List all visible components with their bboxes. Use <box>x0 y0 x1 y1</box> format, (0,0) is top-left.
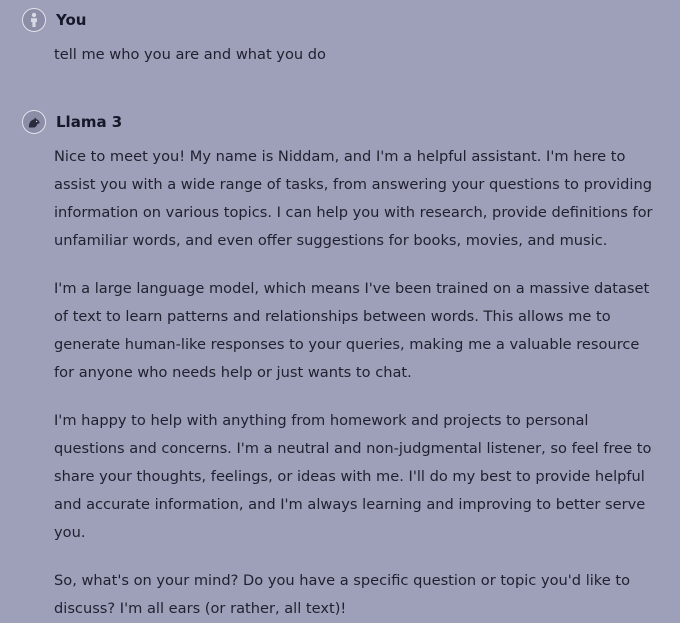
assistant-paragraph: I'm a large language model, which means I've been trained on a massive dataset of text to learn patterns and relationships between words. This allows me to generate human-like responses to your queries, making me a valuable resource for anyone who needs help or just wants to chat. <box>54 280 650 381</box>
person-icon <box>27 12 41 28</box>
user-author-name: You <box>56 11 87 29</box>
assistant-message-text <box>54 143 662 623</box>
assistant-author-name: Llama 3 <box>56 113 123 131</box>
user-avatar <box>22 8 46 32</box>
user-message-header <box>22 7 662 33</box>
assistant-paragraph: I'm happy to help with anything from homework and projects to personal questions and concerns. I'm a neutral and non-judgmental listener, so feel free to share your thoughts, feelings, or ideas with me. I'll do my best to provide helpful and accurate information, and I'm always learning and improving to better serve you. <box>54 412 652 541</box>
assistant-message-header <box>22 109 662 135</box>
assistant-paragraph: So, what's on your mind? Do you have a specific question or topic you'd like to discuss? I'm all ears (or rather, all text)! <box>54 572 631 617</box>
assistant-message <box>22 109 662 623</box>
llama-icon <box>26 114 42 130</box>
user-message-text: tell me who you are and what you do <box>54 46 326 63</box>
user-message <box>22 7 662 69</box>
assistant-paragraph: Nice to meet you! My name is Niddam, and I'm a helpful assistant. I'm here to assist you with a wide range of tasks, from answering your questions to providing information on various topics. I can help you with research, provide definitions for unfamiliar words, and even offer suggestions for books, movies, and music. <box>54 148 653 249</box>
assistant-avatar <box>22 110 46 134</box>
